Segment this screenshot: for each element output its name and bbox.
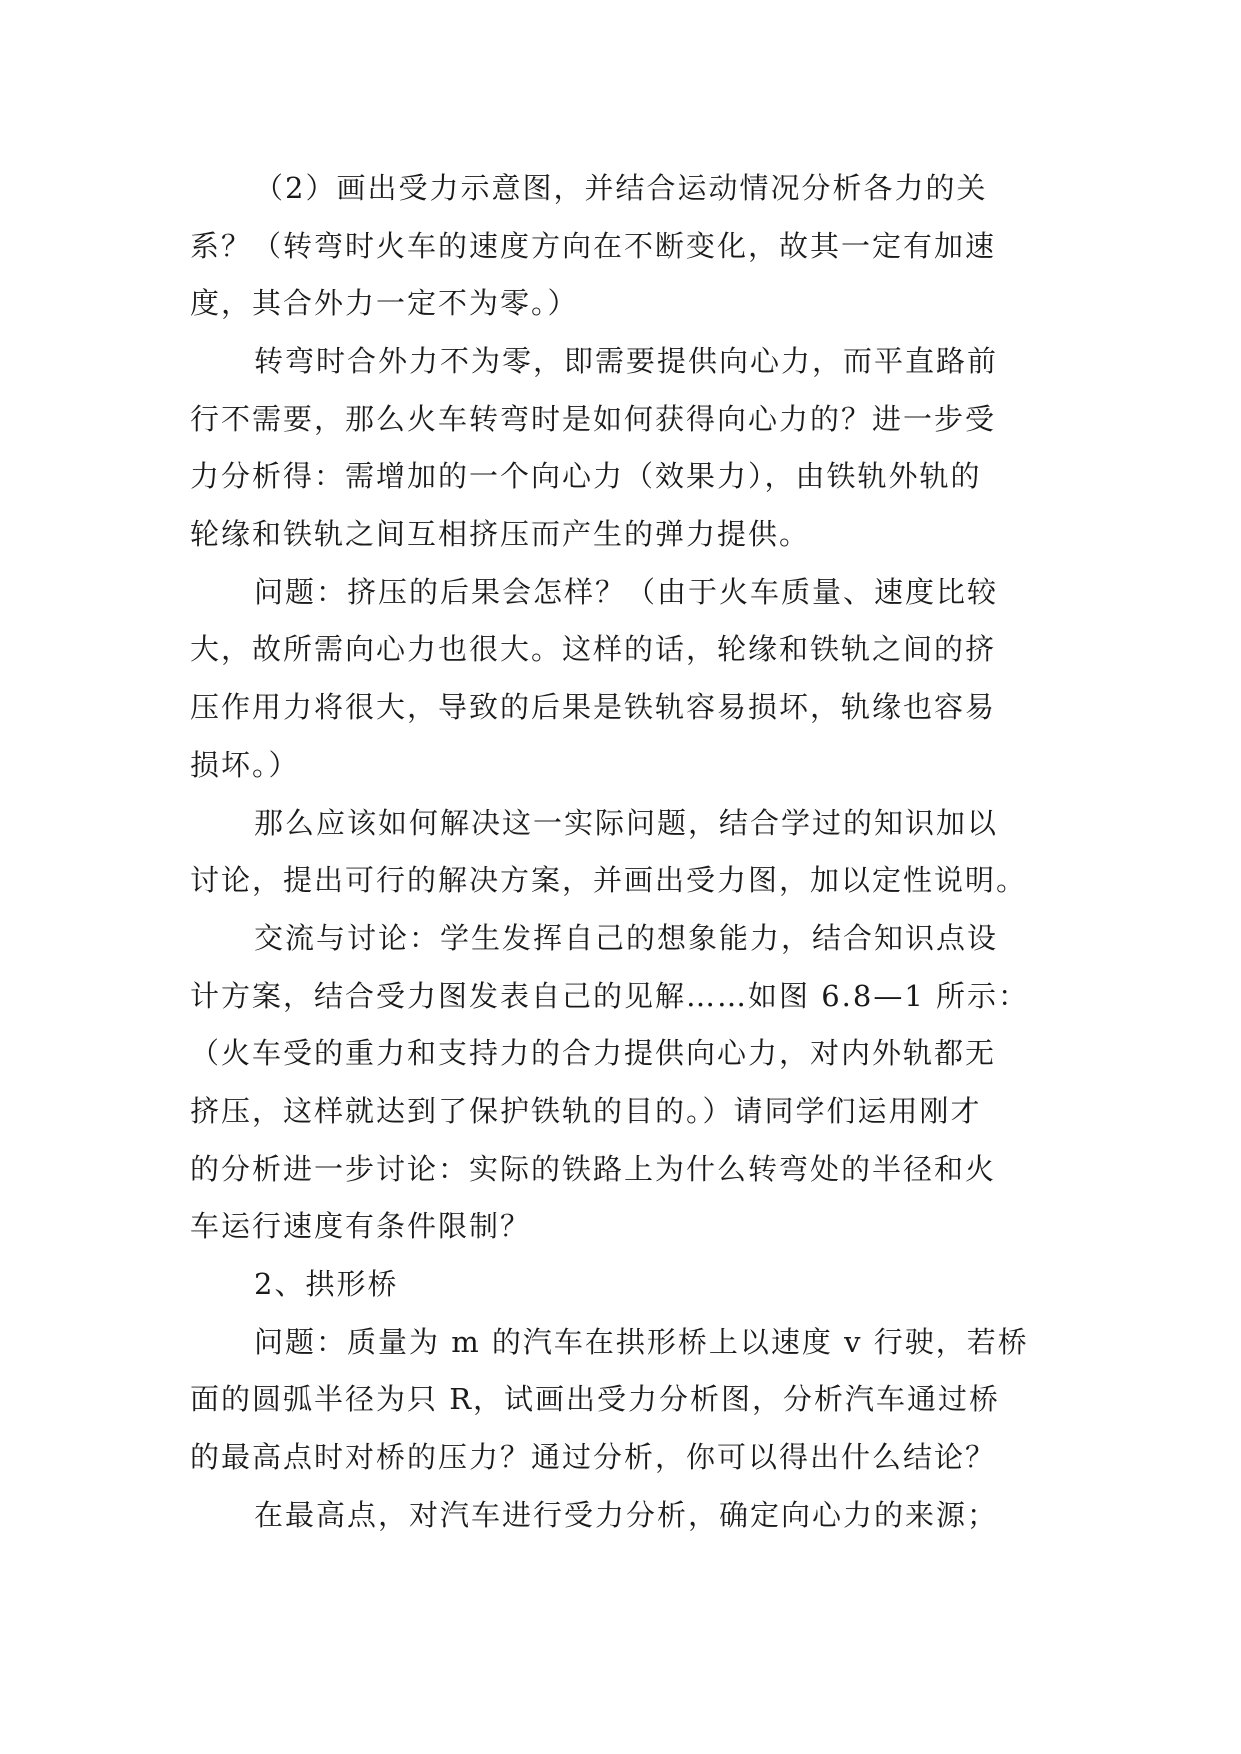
paragraph-line: 讨论，提出可行的解决方案，并画出受力图，加以定性说明。 — [190, 863, 1028, 897]
paragraph-line: 系？（转弯时火车的速度方向在不断变化，故其一定有加速 — [190, 229, 997, 263]
paragraph-line: 行不需要，那么火车转弯时是如何获得向心力的？进一步受 — [190, 402, 997, 436]
paragraph-line: 压作用力将很大，导致的后果是铁轨容易损坏，轨缘也容易 — [190, 690, 997, 724]
paragraph-line: 问题：质量为 m 的汽车在拱形桥上以速度 v 行驶，若桥 — [254, 1325, 1029, 1359]
paragraph-line: 大，故所需向心力也很大。这样的话，轮缘和铁轨之间的挤 — [190, 632, 997, 666]
paragraph-line: 挤压，这样就达到了保护铁轨的目的。）请同学们运用刚才 — [190, 1094, 982, 1128]
paragraph-line: 问题：挤压的后果会怎样？（由于火车质量、速度比较 — [254, 575, 999, 609]
paragraph-line: 轮缘和铁轨之间互相挤压而产生的弹力提供。 — [190, 517, 811, 551]
paragraph-line: 在最高点，对汽车进行受力分析，确定向心力的来源； — [254, 1498, 999, 1532]
paragraph-line: 损坏。） — [190, 748, 300, 782]
paragraph-line: 车运行速度有条件限制？ — [190, 1209, 532, 1243]
section-heading: 2、拱形桥 — [254, 1267, 399, 1301]
paragraph-line: 度，其合外力一定不为零。） — [190, 286, 579, 320]
paragraph-line: 交流与讨论：学生发挥自己的想象能力，结合知识点设 — [254, 921, 999, 955]
paragraph-line: 转弯时合外力不为零，即需要提供向心力，而平直路前 — [254, 344, 999, 378]
paragraph-line: 那么应该如何解决这一实际问题，结合学过的知识加以 — [254, 806, 999, 840]
paragraph-line: 面的圆弧半径为只 R，试画出受力分析图，分析汽车通过桥 — [190, 1382, 1001, 1416]
paragraph-line: 的最高点时对桥的压力？通过分析，你可以得出什么结论？ — [190, 1440, 997, 1474]
paragraph-line: 的分析进一步讨论：实际的铁路上为什么转弯处的半径和火 — [190, 1152, 997, 1186]
paragraph-line: （2）画出受力示意图，并结合运动情况分析各力的关 — [254, 171, 988, 205]
paragraph-line: 计方案，结合受力图发表自己的见解……如图 6.8—1 所示： — [190, 979, 1030, 1013]
paragraph-line: 力分析得：需增加的一个向心力（效果力），由铁轨外轨的 — [190, 459, 982, 493]
paragraph-line: （火车受的重力和支持力的合力提供向心力，对内外轨都无 — [190, 1036, 997, 1070]
